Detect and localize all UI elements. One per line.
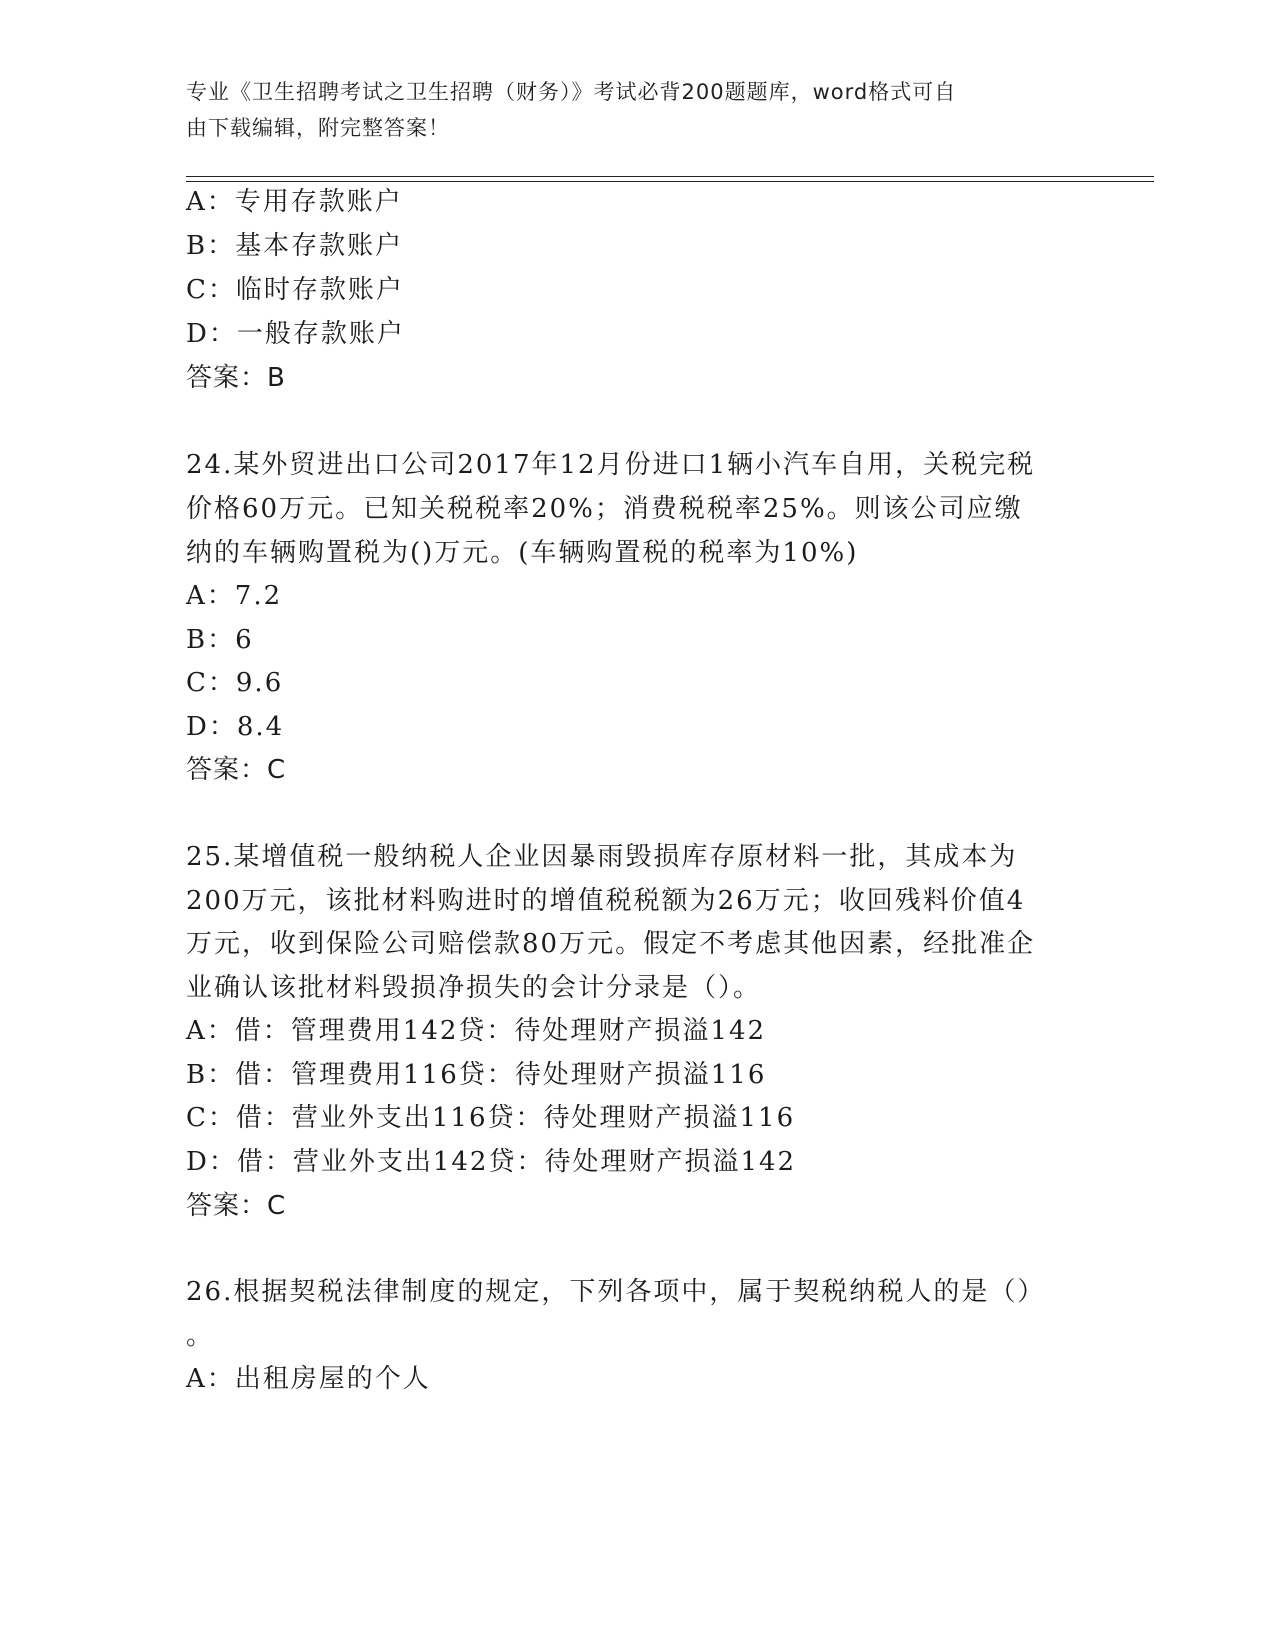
q24-stem-line-2: 价格60万元。已知关税税率20%；消费税税率25%。则该公司应缴 (186, 494, 1023, 524)
q23-option-d: D：一般存款账户 (186, 319, 405, 349)
q24-option-b: B：6 (186, 625, 254, 655)
q25-stem-line-3: 万元，收到保险公司赔偿款80万元。假定不考虑其他因素，经批准企 (186, 929, 1036, 959)
q24-stem-line-1: 24.某外贸进出口公司2017年12月份进口1辆小汽车自用，关税完税 (186, 450, 1036, 480)
q25-option-d: D：借：营业外支出142贷：待处理财产损溢142 (186, 1147, 797, 1177)
q26-stem-line-2: 。 (186, 1321, 215, 1351)
q24-option-c: C：9.6 (186, 668, 284, 698)
q23-answer: 答案：B (186, 363, 286, 393)
q23-option-c: C：临时存款账户 (186, 275, 404, 305)
header-divider-top (186, 176, 1154, 177)
q25-option-c: C：借：营业外支出116贷：待处理财产损溢116 (186, 1103, 796, 1133)
q24-stem-line-3: 纳的车辆购置税为()万元。(车辆购置税的税率为10%) (186, 538, 859, 568)
q25-answer: 答案：C (186, 1191, 287, 1221)
q25-stem-line-2: 200万元，该批材料购进时的增值税税额为26万元；收回残料价值4 (186, 886, 1026, 916)
document-header (186, 74, 1066, 146)
q25-stem-line-4: 业确认该批材料毁损净损失的会计分录是（）。 (186, 973, 762, 1003)
header-line-1: 专业《卫生招聘考试之卫生招聘（财务）》考试必背200题题库，word格式可自 (186, 80, 957, 104)
header-line-2: 由下载编辑，附完整答案！ (186, 116, 450, 140)
q23-option-a: A：专用存款账户 (186, 187, 403, 217)
q25-stem-line-1: 25.某增值税一般纳税人企业因暴雨毁损库存原材料一批，其成本为 (186, 842, 1018, 872)
q23-option-b: B：基本存款账户 (186, 231, 404, 261)
q26-option-a: A：出租房屋的个人 (186, 1364, 431, 1394)
q24-option-d: D：8.4 (186, 712, 285, 742)
q25-option-a: A：借：管理费用142贷：待处理财产损溢142 (186, 1016, 767, 1046)
q24-option-a: A：7.2 (186, 581, 283, 611)
q24-answer: 答案：C (186, 755, 287, 785)
q26-stem-line-1: 26.根据契税法律制度的规定，下列各项中，属于契税纳税人的是（） (186, 1277, 1046, 1307)
q25-option-b: B：借：管理费用116贷：待处理财产损溢116 (186, 1060, 767, 1090)
